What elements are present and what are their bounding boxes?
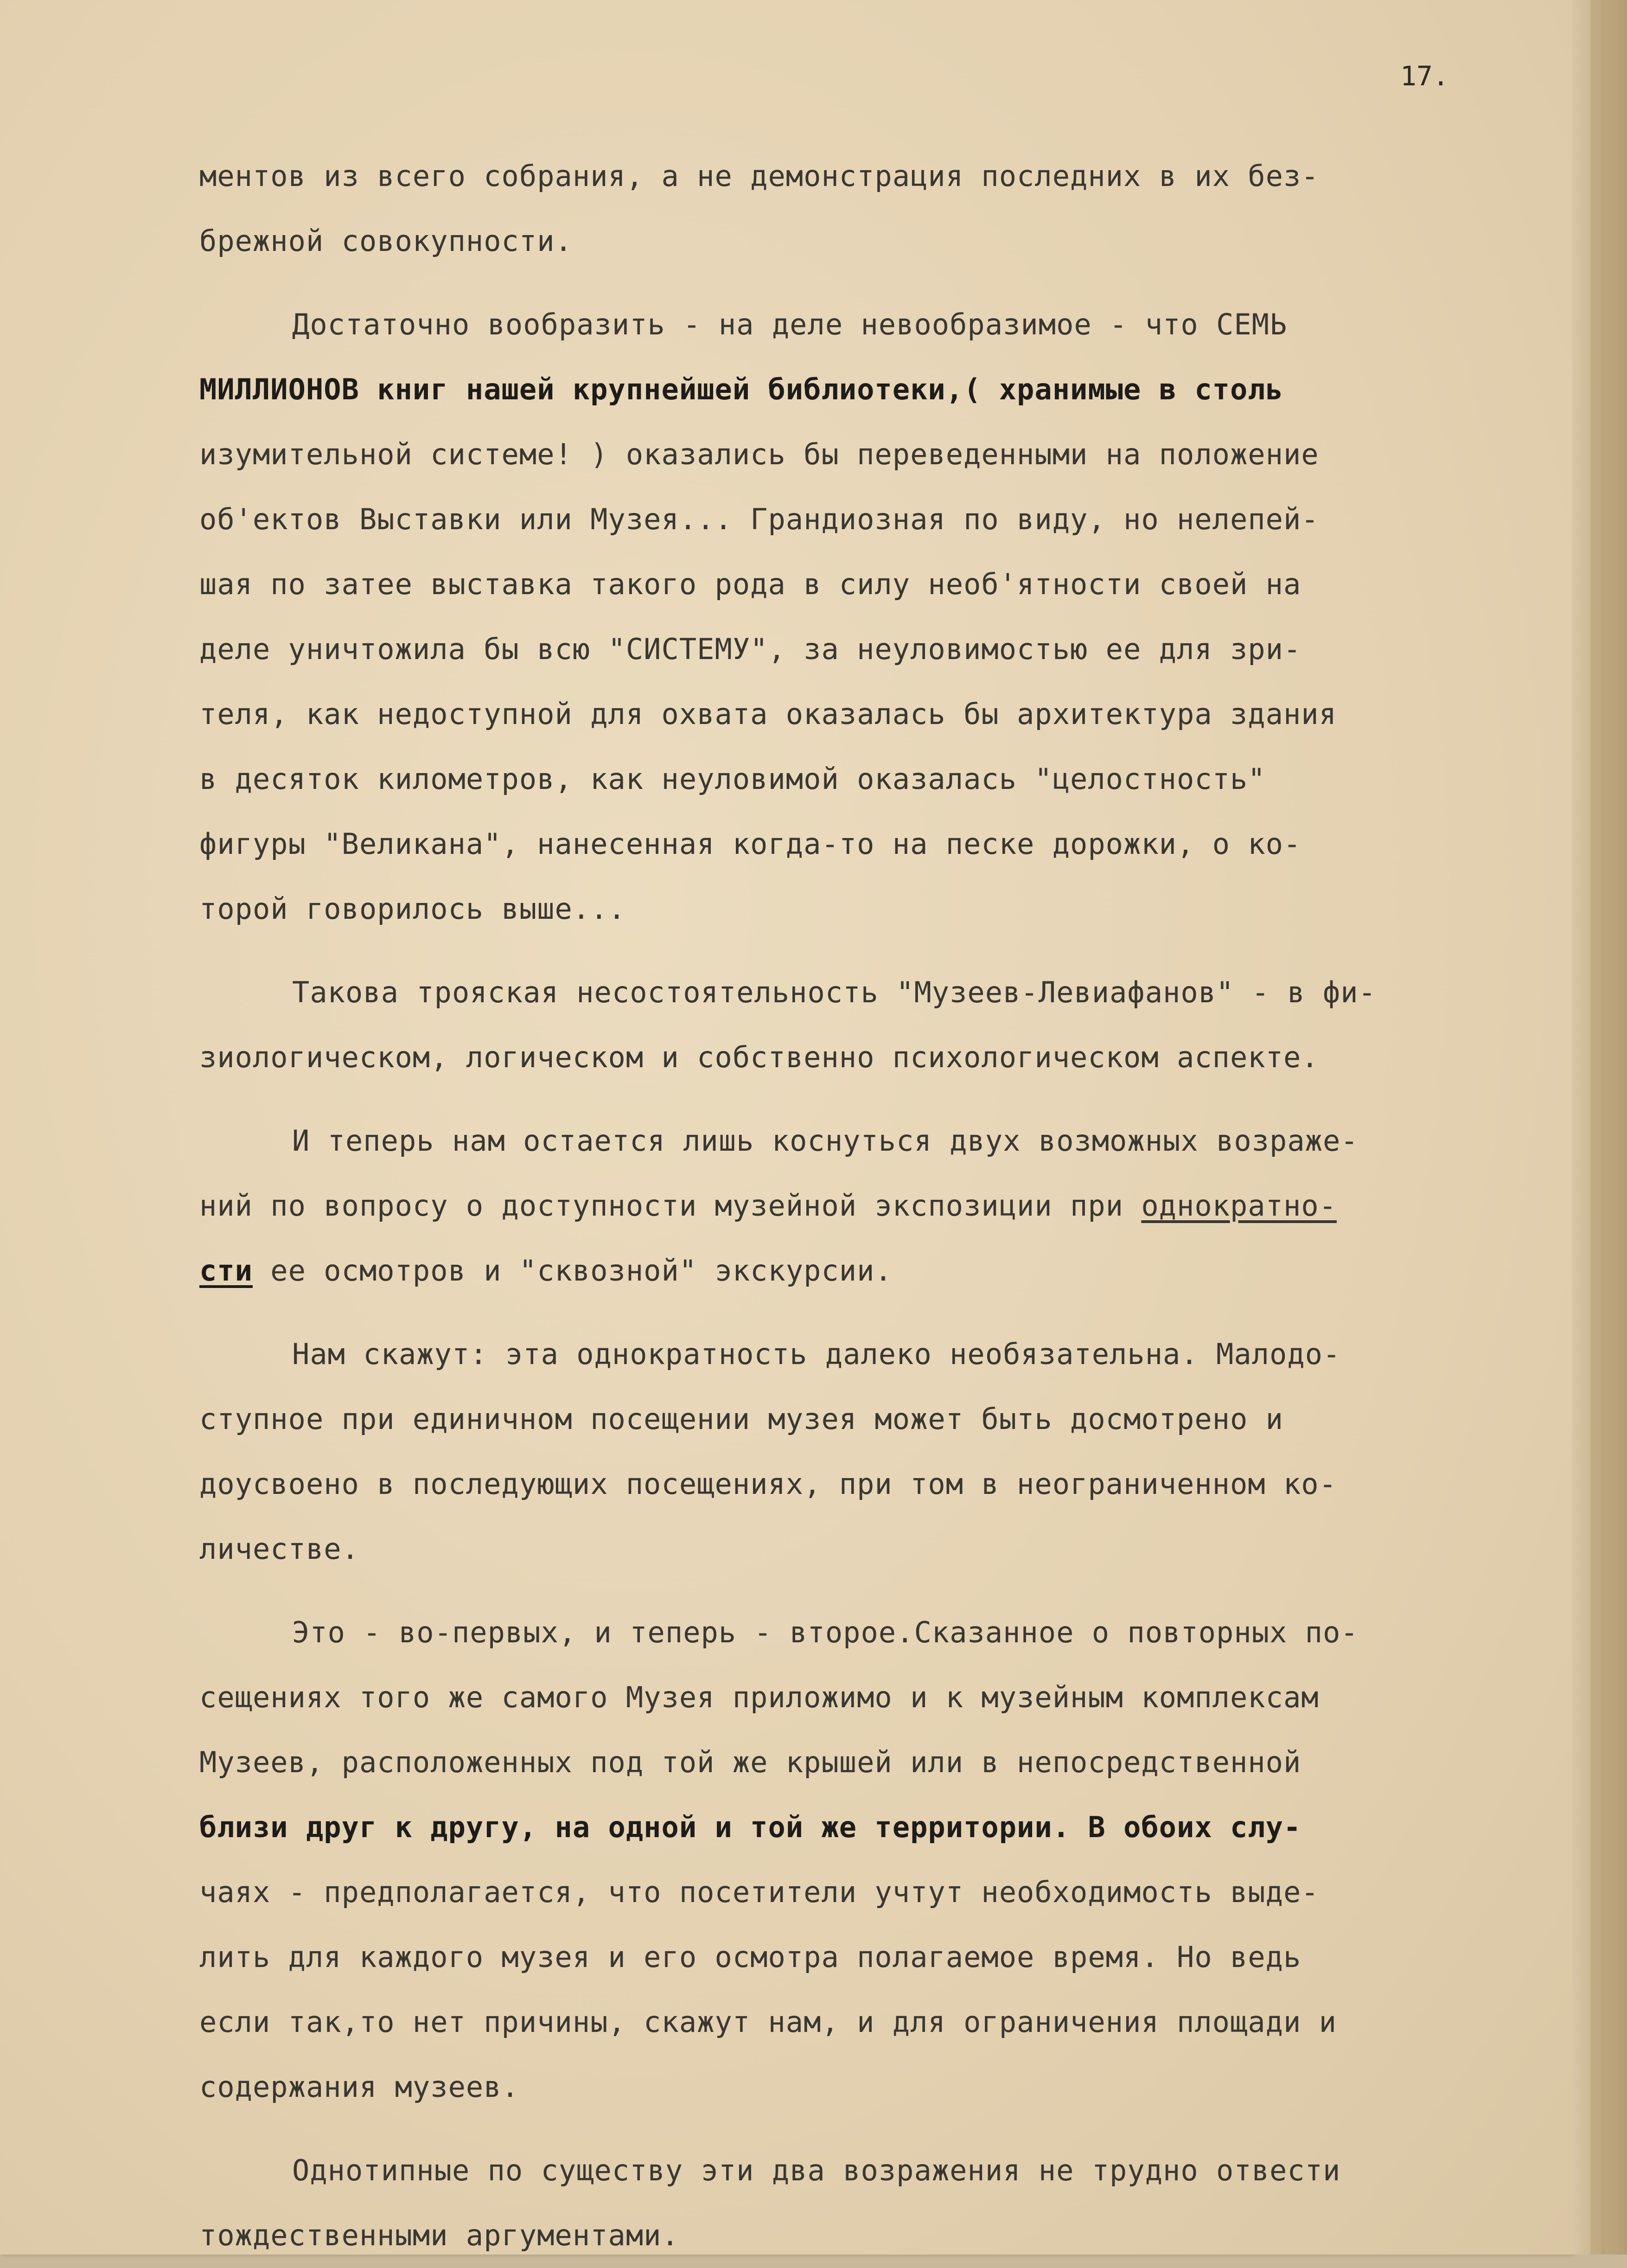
- page-stack-edge: [1572, 0, 1590, 2255]
- text-line: зиологическом, логическом и собственно психологическом аспекте.: [199, 1040, 1319, 1074]
- page-stack-divider: [1602, 0, 1605, 2255]
- text-line: тождественными аргументами.: [199, 2218, 679, 2252]
- underlined-word: сти: [199, 1254, 253, 1288]
- text-line: И теперь нам остается лишь коснуться двух возможных возраже-: [292, 1124, 1359, 1158]
- text-line: Однотипные по существу эти два возражения не трудно отвести: [292, 2153, 1341, 2187]
- text-line: ментов из всего собрания, а не демонстрация последних в их без-: [199, 159, 1319, 193]
- text-line: близи друг к другу, на одной и той же территории. В обоих слу-: [199, 1810, 1302, 1844]
- text-line: ступное при единичном посещении музея может быть досмотрено и: [199, 1402, 1283, 1436]
- text-line: об'ектов Выставки или Музея... Грандиозная по виду, но нелепей-: [199, 502, 1319, 536]
- text-line: [199, 1238, 1544, 1303]
- text-line: Это - во-первых, и теперь - второе.Сказанное о повторных по-: [292, 1615, 1359, 1649]
- text-line: чаях - предполагается, что посетители учтут необходимость выде-: [199, 1875, 1319, 1909]
- text-segment: ний по вопросу о доступности музейной экспозиции при: [199, 1189, 1142, 1223]
- page-number: 17.: [1400, 60, 1449, 92]
- text-line: доусвоено в последующих посещениях, при том в неограниченном ко-: [199, 1467, 1337, 1501]
- text-segment: ее осмотров и "сквозной" экскурсии.: [252, 1254, 893, 1288]
- text-line: если так,то нет причины, скажут нам, и для ограничения площади и: [199, 2005, 1337, 2039]
- underlined-word: однократно-: [1141, 1189, 1337, 1223]
- text-line: фигуры "Великана", нанесенная когда-то на песке дорожки, о ко-: [199, 827, 1302, 861]
- text-line: Достаточно вообразить - на деле невообразимое - что СЕМЬ: [292, 308, 1288, 341]
- text-line: Такова трояская несостоятельность "Музеев-Левиафанов" - в фи-: [292, 975, 1376, 1009]
- text-line: теля, как недоступной для охвата оказалась бы архитектура здания: [199, 697, 1337, 731]
- text-line: изумительной системе! ) оказались бы переведенными на положение: [199, 437, 1319, 471]
- text-line: в десяток километров, как неуловимой оказалась "целостность": [199, 762, 1266, 796]
- text-line: брежной совокупности.: [199, 224, 573, 258]
- page-stack-divider: [1616, 0, 1619, 2255]
- text-line: Нам скажут: эта однократность далеко необязательна. Малодо-: [292, 1337, 1341, 1371]
- text-line: лить для каждого музея и его осмотра полагаемое время. Но ведь: [199, 1940, 1302, 1974]
- text-line: МИЛЛИОНОВ книг нашей крупнейшей библиотеки,( хранимые в столь: [199, 372, 1283, 406]
- text-line: торой говорилось выше...: [199, 892, 626, 926]
- text-line: Музеев, расположенных под той же крышей или в непосредственной: [199, 1745, 1302, 1779]
- text-line: [199, 1173, 1544, 1238]
- text-line: содержания музеев.: [199, 2070, 519, 2104]
- page-stack-edge: [1590, 0, 1627, 2255]
- text-line: деле уничтожила бы всю "СИСТЕМУ", за неуловимостью ее для зри-: [199, 632, 1302, 666]
- text-line: шая по затее выставка такого рода в силу необ'ятности своей на: [199, 567, 1302, 601]
- text-line: личестве.: [199, 1532, 359, 1566]
- document-body: [199, 144, 1544, 2268]
- text-line: сещениях того же самого Музея приложимо и к музейным комплексам: [199, 1680, 1319, 1714]
